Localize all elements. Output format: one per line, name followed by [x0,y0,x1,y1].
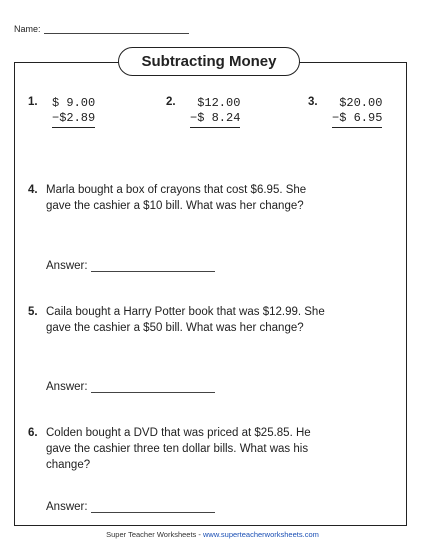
answer-5 [46,380,215,393]
problem-number: 4. [28,184,38,196]
minuend: $ 9.00 [52,96,96,110]
problem-number: 3. [308,96,318,108]
problem-text: Marla bought a box of crayons that cost $6.95. She gave the cashier a $10 bill. What was her change? [46,184,307,212]
problem-number: 5. [28,306,38,318]
subtrahend: −$2.89 [52,111,95,128]
footer-brand: Super Teacher Worksheets [106,530,197,539]
problem-text: Caila bought a Harry Potter book that was $12.99. She gave the cashier a $50 bill. What was her change? [46,306,325,334]
subtraction-column [190,96,240,128]
answer-line[interactable] [91,259,215,272]
answer-4 [46,259,215,272]
problem-number: 6. [28,427,38,439]
footer [0,530,425,539]
word-problem-6 [28,425,326,473]
footer-link[interactable]: www.superteacherworksheets.com [202,530,319,539]
minuend: $12.00 [197,96,241,110]
problem-number: 2. [166,96,176,108]
subtrahend: −$ 6.95 [332,111,382,128]
answer-label: Answer: [46,381,88,393]
problem-1 [28,96,95,128]
subtraction-column [332,96,382,128]
problem-2 [166,96,240,128]
answer-label: Answer: [46,260,88,272]
minuend: $20.00 [339,96,383,110]
name-line[interactable] [44,24,189,34]
worksheet-title: Subtracting Money [118,47,300,76]
answer-line[interactable] [91,500,215,513]
problem-3 [308,96,382,128]
subtrahend: −$ 8.24 [190,111,240,128]
problem-text: Colden bought a DVD that was priced at $25.85. He gave the cashier three ten dollar bills. What was his change? [46,427,311,471]
footer-separator: - [196,530,203,539]
name-label: Name: [14,24,41,34]
word-problem-5 [28,304,326,336]
word-problem-4 [28,182,326,214]
answer-label: Answer: [46,501,88,513]
answer-line[interactable] [91,380,215,393]
answer-6 [46,500,215,513]
subtraction-column [52,96,95,128]
problem-number: 1. [28,96,38,108]
name-field [14,24,189,34]
